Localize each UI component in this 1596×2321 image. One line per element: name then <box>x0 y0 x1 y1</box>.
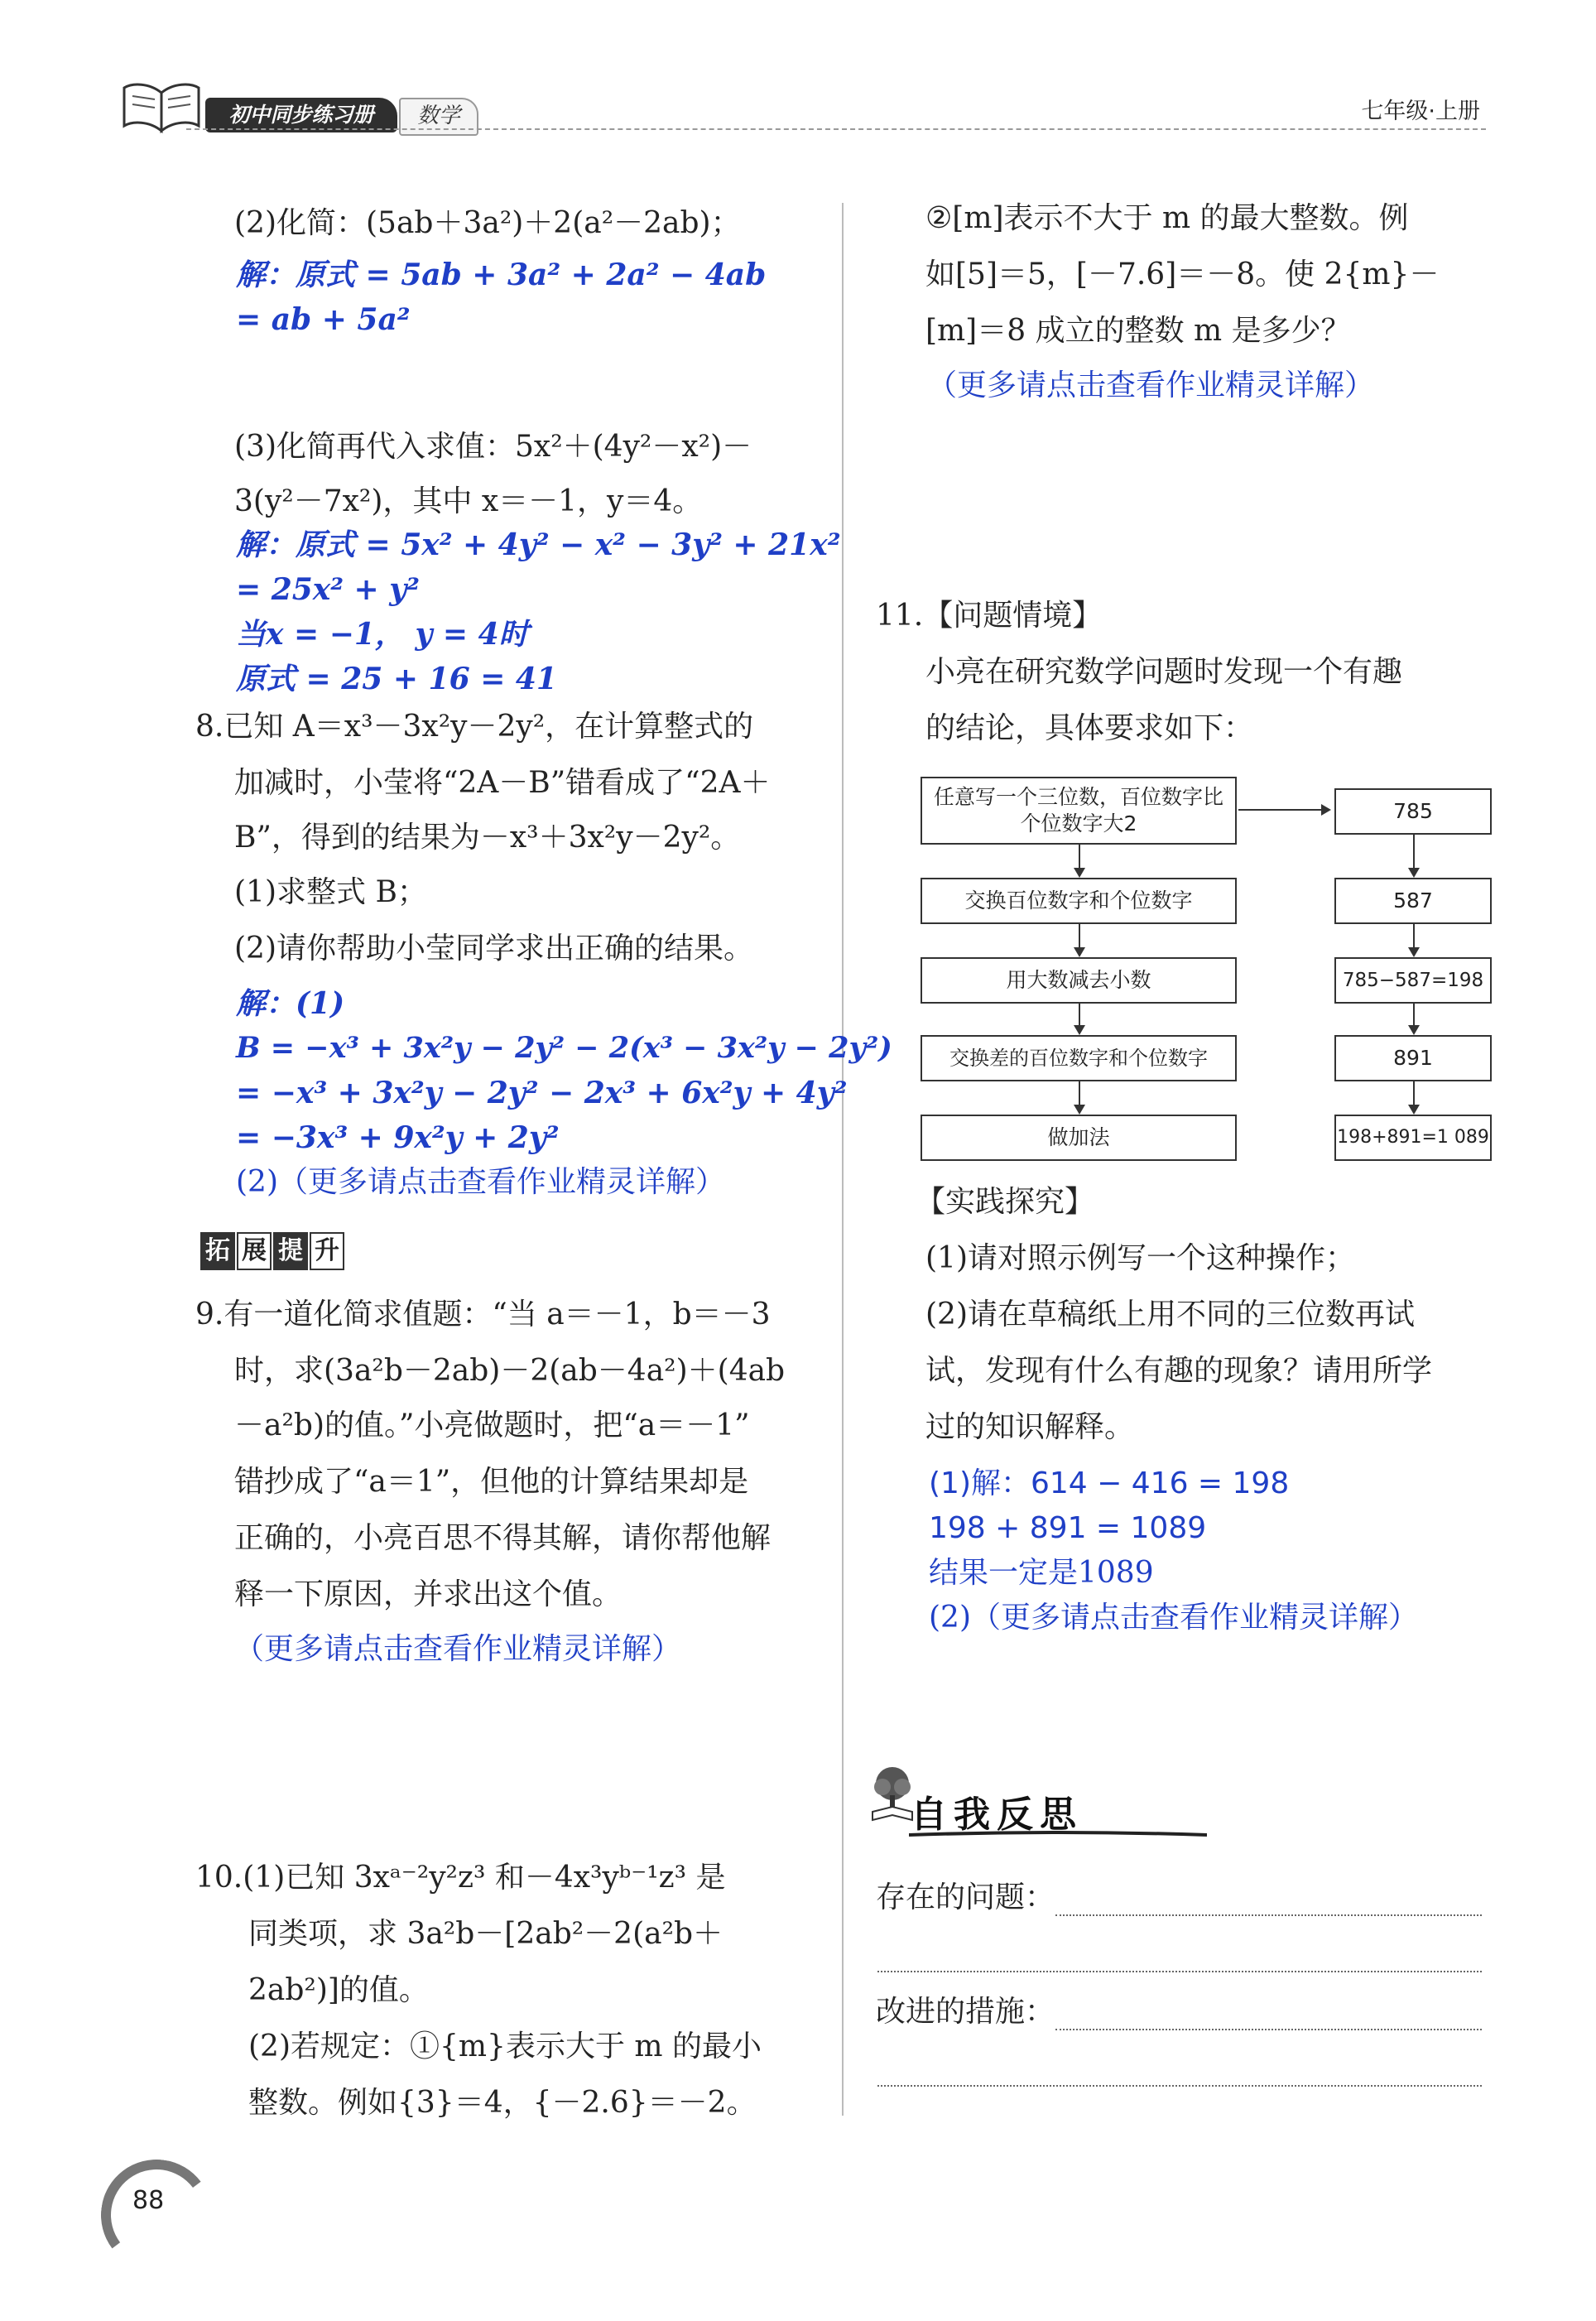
tree-book-icon <box>869 1765 916 1825</box>
flow-step-5: 做加法 <box>921 1115 1237 1161</box>
q10-cont-line2: 如[5]＝5，[－7.6]＝－8。使 2{m}－ <box>925 258 1440 291</box>
flow-example-4: 891 <box>1334 1035 1492 1081</box>
q7-part3-solution-line2: = 25x² + y² <box>236 572 420 607</box>
q8-part2: (2)请你帮助小莹同学求出正确的结果。 <box>234 932 753 965</box>
q9-line4: 错抄成了“a＝1”，但他的计算结果却是 <box>234 1465 749 1499</box>
flow-arrow-right-4 <box>1413 1081 1415 1113</box>
practice-part2-line1: (2)请在草稿纸上用不同的三位数再试 <box>925 1298 1415 1331</box>
section-tag-char-1: 拓 <box>200 1232 235 1270</box>
flow-arrow-right-2 <box>1413 924 1415 956</box>
flow-arrow-right-3 <box>1413 1004 1415 1033</box>
page-number: 88 <box>132 2186 165 2215</box>
q9-line3: －a²b)的值。”小亮做题时，把“a＝－1” <box>234 1408 750 1442</box>
q10-cont-line1: ②[m]表示不大于 m 的最大整数。例 <box>925 201 1409 235</box>
section-tag-char-2: 展 <box>237 1232 272 1270</box>
measures-answer-line-2[interactable] <box>877 2085 1482 2087</box>
flow-example-1: 785 <box>1334 788 1492 835</box>
q9-line6: 释一下原因，并求出这个值。 <box>234 1577 623 1611</box>
q11-more-link[interactable]: (2)（更多请点击查看作业精灵详解） <box>929 1601 1418 1635</box>
q8-line2: 加减时，小莹将“2A－B”错看成了“2A＋ <box>234 766 771 800</box>
column-divider <box>842 203 844 2116</box>
header-divider <box>186 128 1486 130</box>
problems-label: 存在的问题： <box>876 1880 1055 1914</box>
q9-line1: 9.有一道化简求值题：“当 a＝－1，b＝－3 <box>195 1298 771 1331</box>
practice-part2-line2: 试，发现有什么有趣的现象？请用所学 <box>925 1354 1433 1388</box>
q7-part2-text: (2)化简：(5ab＋3a²)＋2(a²－2ab)； <box>234 206 741 240</box>
grade-label: 七年级·上册 <box>1361 99 1480 124</box>
q7-part3-solution-line1: 解：原式 = 5x² + 4y² − x² − 3y² + 21x² <box>236 527 841 562</box>
flow-arrow-left-2 <box>1079 924 1080 956</box>
flow-arrow-right-1 <box>1413 835 1415 876</box>
q10-more-link[interactable]: （更多请点击查看作业精灵详解） <box>927 368 1375 402</box>
q8-line1: 8.已知 A＝x³－3x²y－2y²，在计算整式的 <box>195 710 754 744</box>
q10-line3: 2ab²)]的值。 <box>248 1973 429 2007</box>
flow-step-4: 交换差的百位数字和个位数字 <box>921 1035 1237 1081</box>
q8-solution-line1: 解：(1) <box>236 986 345 1021</box>
q7-part3-solution-line3: 当x = −1， y = 4时 <box>236 617 529 652</box>
practice-title: 【实践探究】 <box>916 1185 1095 1219</box>
q10-line1: 10.(1)已知 3xᵃ⁻²y²z³ 和－4x³yᵇ⁻¹z³ 是 <box>195 1861 726 1895</box>
flow-arrow-horizontal <box>1238 809 1329 811</box>
brand-title: 初中同步练习册 <box>205 98 397 132</box>
q11-line1: 小亮在研究数学问题时发现一个有趣 <box>925 655 1403 689</box>
q10-line4: (2)若规定：①{m}表示大于 m 的最小 <box>248 2030 762 2063</box>
practice-part2-line3: 过的知识解释。 <box>925 1410 1135 1444</box>
q8-line3: B”，得到的结果为－x³＋3x²y－2y²。 <box>234 821 741 855</box>
flow-example-3: 785−587=198 <box>1334 957 1492 1004</box>
q8-solution-line2: B = −x³ + 3x²y − 2y² − 2(x³ − 3x²y − 2y²) <box>236 1031 892 1065</box>
reflection-underline <box>909 1828 1207 1840</box>
section-tag-char-3: 提 <box>273 1232 308 1270</box>
practice-part1: (1)请对照示例写一个这种操作； <box>925 1241 1355 1275</box>
flow-example-5: 198+891=1 089 <box>1334 1115 1492 1161</box>
q10-cont-line3: [m]＝8 成立的整数 m 是多少？ <box>925 314 1351 348</box>
subject-label: 数学 <box>399 98 478 136</box>
problems-answer-line-1[interactable] <box>1055 1914 1482 1916</box>
measures-answer-line-1[interactable] <box>1055 2029 1482 2030</box>
flow-step-2: 交换百位数字和个位数字 <box>921 878 1237 924</box>
q7-part2-solution-line2: = ab + 5a² <box>236 302 411 337</box>
q8-part1: (1)求整式 B； <box>234 875 427 909</box>
q11-solution-line1: (1)解：614 − 416 = 198 <box>929 1466 1290 1500</box>
q7-part2-solution-line1: 解：原式 = 5ab + 3a² + 2a² − 4ab <box>236 258 767 292</box>
q7-part3-solution-line4: 原式 = 25 + 16 = 41 <box>236 662 557 696</box>
q10-line5: 整数。例如{3}＝4，{－2.6}＝－2。 <box>248 2086 757 2120</box>
q9-more-link[interactable]: （更多请点击查看作业精灵详解） <box>234 1632 682 1666</box>
section-tag-char-4: 升 <box>310 1232 344 1270</box>
flow-arrow-left-4 <box>1079 1081 1080 1113</box>
page-number-arc <box>94 2152 219 2277</box>
q10-line2: 同类项，求 3a²b－[2ab²－2(a²b＋ <box>248 1917 723 1951</box>
flow-step-3: 用大数减去小数 <box>921 957 1237 1004</box>
q11-line2: 的结论，具体要求如下： <box>925 711 1254 745</box>
measures-label: 改进的措施： <box>876 1995 1055 2029</box>
flow-example-2: 587 <box>1334 878 1492 924</box>
q11-title: 11.【问题情境】 <box>876 599 1103 633</box>
self-reflection-title: 自我反思 <box>911 1794 1083 1836</box>
q11-solution-line3: 结果一定是1089 <box>929 1556 1154 1590</box>
q8-more-link[interactable]: (2)（更多请点击查看作业精灵详解） <box>236 1165 725 1199</box>
q9-line5: 正确的，小亮百思不得其解，请你帮他解 <box>234 1521 772 1555</box>
q8-solution-line3: = −x³ + 3x²y − 2y² − 2x³ + 6x²y + 4y² <box>236 1076 848 1110</box>
q7-part3-line2: 3(y²－7x²)，其中 x＝－1，y＝4。 <box>234 484 703 518</box>
flow-arrow-left-3 <box>1079 1004 1080 1033</box>
q9-line2: 时，求(3a²b－2ab)－2(ab－4a²)＋(4ab <box>234 1354 786 1388</box>
q11-solution-line2: 198 + 891 = 1089 <box>929 1511 1207 1545</box>
q7-part3-line1: (3)化简再代入求值：5x²＋(4y²－x²)－ <box>234 430 752 464</box>
q8-solution-line4: = −3x³ + 9x²y + 2y² <box>236 1120 560 1155</box>
flow-arrow-left-1 <box>1079 845 1080 876</box>
flow-step-1: 任意写一个三位数，百位数字比个位数字大2 <box>921 777 1237 845</box>
problems-answer-line-2[interactable] <box>877 1971 1482 1972</box>
book-logo-icon <box>120 76 203 136</box>
